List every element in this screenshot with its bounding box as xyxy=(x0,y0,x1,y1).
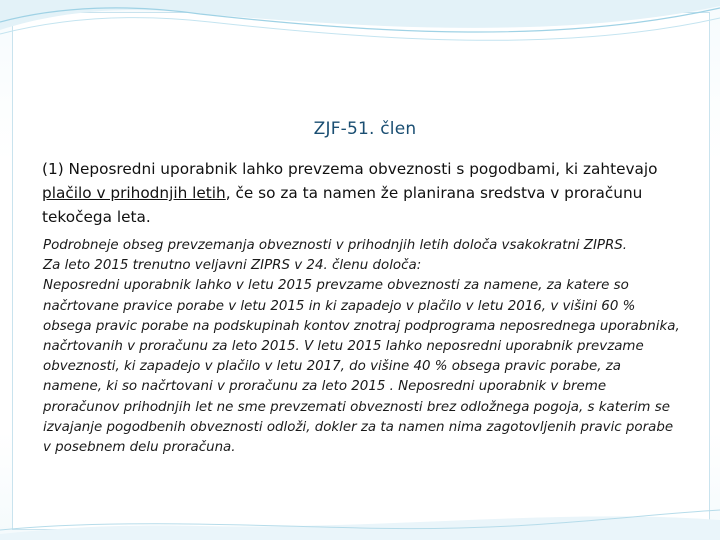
detail-line-intro: Podrobneje obseg prevzemanja obveznosti v prihodnjih letih določa vsakokratni ZIPRS. xyxy=(43,238,628,253)
main-paragraph-end: , če so za ta namen že planirana sredstva v proračunu tekočega leta. xyxy=(42,184,643,226)
underlined-phrase: plačilo v prihodnjih letih xyxy=(42,184,226,202)
slide-title: ZJF-51. člen xyxy=(313,119,417,139)
detail-line-year: Za leto 2015 trenutno veljavni ZIPRS v 24. členu določa: xyxy=(43,258,422,274)
detail-text-block xyxy=(43,236,683,458)
main-paragraph-start: (1) Neposredni uporabnik lahko prevzema obveznosti s pogodbami, ki zahtevajo xyxy=(42,160,658,178)
main-paragraph xyxy=(42,157,678,229)
detail-paragraph-quote: Neposredni uporabnik lahko v letu 2015 prevzame obveznosti za namene, za katere so načrtovane pravice porabe v letu 2015 in ki zapadejo v plačilo v letu 2016, v višini 60 % obsega pravic porabe na podskupinah kontov znotraj podprograma neposrednega uporabnika, načrtovanih v proračunu za leto 2015. V letu 2015 lahko neposredni uporabnik prevzame obveznosti, ki zapadejo v plačilo v letu 2017, do višine 40 % obsega pravic porabe, za namene, ki so načrtovani v proračunu za leto 2015 . Neposredni uporabnik v breme proračunov prihodnjih let ne sme prevzemati obveznosti brez odložnega pogoja, s katerim se izvajanje pogodbenih obveznosti odloži, dokler za ta namen nima zagotovljenih pravic porabe v posebnem delu proračuna. xyxy=(43,278,680,456)
